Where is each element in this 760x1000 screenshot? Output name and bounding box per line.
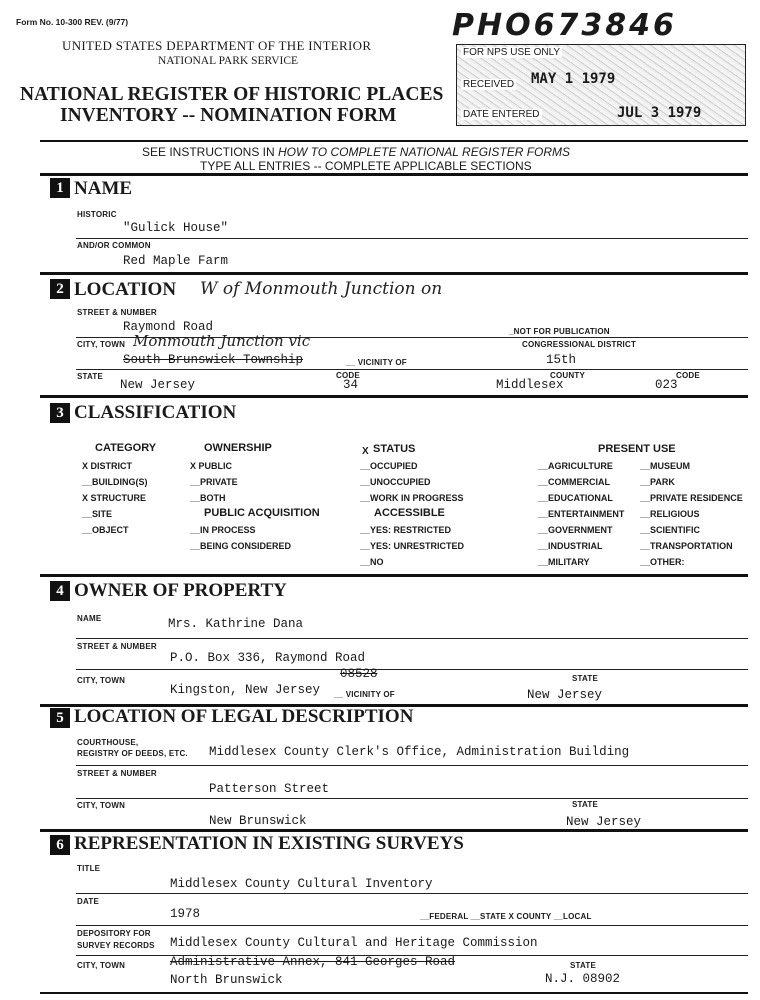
received-label: RECEIVED	[463, 79, 515, 90]
rule	[76, 765, 748, 766]
section-title-name: NAME	[74, 178, 133, 199]
not-for-publication: _NOT FOR PUBLICATION	[509, 327, 610, 336]
location-city: South Brunswick Township	[123, 353, 304, 367]
depository-state: N.J. 08902	[545, 972, 621, 986]
category-district: X DISTRICT	[82, 461, 133, 471]
section-divider	[40, 173, 748, 176]
legal-street-label: STREET & NUMBER	[77, 769, 157, 778]
accessible-restricted: __YES: RESTRICTED	[360, 525, 452, 535]
section-divider	[40, 574, 748, 577]
rule	[76, 669, 748, 670]
status-mark: X	[362, 446, 369, 457]
courthouse-label: COURTHOUSE,	[77, 738, 139, 747]
state-code-label: CODE	[336, 371, 360, 380]
category-object: __OBJECT	[82, 525, 129, 535]
status-occupied: __OCCUPIED	[360, 461, 418, 471]
survey-title-label: TITLE	[77, 864, 101, 873]
public-acquisition-heading: PUBLIC ACQUISITION	[204, 507, 320, 519]
section-divider	[40, 272, 748, 275]
section-title-surveys: REPRESENTATION IN EXISTING SURVEYS	[74, 833, 464, 854]
category-site: __SITE	[82, 509, 113, 519]
use-entertainment: __ENTERTAINMENT	[538, 509, 625, 519]
owner-zip: 08528	[340, 667, 378, 681]
rule	[76, 369, 748, 370]
rule	[76, 638, 748, 639]
service-name: NATIONAL PARK SERVICE	[158, 55, 299, 67]
section-title-location: LOCATION	[74, 279, 177, 300]
section-title-legal-description: LOCATION OF LEGAL DESCRIPTION	[74, 706, 414, 727]
section-number-4: 4	[50, 581, 70, 601]
owner-name-label: NAME	[77, 614, 102, 623]
date-entered-label: DATE ENTERED	[463, 109, 540, 120]
depository-label: DEPOSITORY FOR	[77, 929, 151, 938]
owner-name: Mrs. Kathrine Dana	[168, 617, 304, 631]
depository-address-struck: Administrative Annex, 841 Georges Road	[170, 955, 456, 969]
depository-city: North Brunswick	[170, 973, 283, 987]
rule	[76, 925, 748, 926]
section-number-5: 5	[50, 708, 70, 728]
legal-state-label: STATE	[572, 800, 599, 809]
date-entered-stamp: JUL 3 1979	[617, 105, 702, 121]
county-label: COUNTY	[550, 371, 585, 380]
form-title-line1: NATIONAL REGISTER OF HISTORIC PLACES	[20, 84, 444, 105]
historic-name: "Gulick House"	[123, 221, 229, 235]
category-heading: CATEGORY	[95, 442, 157, 454]
nps-use-box	[456, 44, 746, 126]
historic-label: HISTORIC	[77, 210, 117, 219]
city-label: CITY, TOWN	[77, 340, 126, 349]
use-agriculture: __AGRICULTURE	[538, 461, 613, 471]
use-religious: __RELIGIOUS	[640, 509, 700, 519]
location-state: New Jersey	[120, 378, 196, 392]
legal-state: New Jersey	[566, 815, 642, 829]
owner-street-label: STREET & NUMBER	[77, 642, 157, 651]
county-code-label: CODE	[676, 371, 700, 380]
category-buildings: __BUILDING(S)	[82, 477, 148, 487]
accessible-unrestricted: __YES: UNRESTRICTED	[360, 541, 465, 551]
ownership-private: __PRIVATE	[190, 477, 238, 487]
use-commercial: __COMMERCIAL	[538, 477, 611, 487]
ownership-both: __BOTH	[190, 493, 226, 503]
courthouse: Middlesex County Clerk's Office, Administration Building	[209, 745, 630, 759]
location-street: Raymond Road	[123, 320, 214, 334]
use-government: __GOVERNMENT	[538, 525, 613, 535]
form-number: Form No. 10-300 REV. (9/77)	[16, 17, 129, 27]
section-number-6: 6	[50, 835, 70, 855]
rule	[76, 893, 748, 894]
vicinity-of: __ VICINITY OF	[346, 358, 407, 367]
legal-street: Patterson Street	[209, 782, 330, 796]
accessible-no: __NO	[360, 557, 384, 567]
use-scientific: __SCIENTIFIC	[640, 525, 701, 535]
use-park: __PARK	[640, 477, 675, 487]
received-stamp: MAY 1 1979	[531, 71, 616, 87]
legal-city-label: CITY, TOWN	[77, 801, 126, 810]
form-title-line2: INVENTORY -- NOMINATION FORM	[60, 105, 397, 126]
use-industrial: __INDUSTRIAL	[538, 541, 603, 551]
instructions-line1: SEE INSTRUCTIONS IN HOW TO COMPLETE NATIONAL REGISTER FORMS	[142, 145, 571, 159]
ownership-heading: OWNERSHIP	[204, 442, 272, 454]
handwritten-location-note: W of Monmouth Junction on	[200, 279, 443, 299]
congressional-district: 15th	[546, 353, 577, 367]
depository-city-label: CITY, TOWN	[77, 961, 126, 970]
section-divider	[40, 395, 748, 398]
acquisition-being-considered: __BEING CONSIDERED	[190, 541, 292, 551]
survey-levels: __FEDERAL __STATE X COUNTY __LOCAL	[420, 912, 592, 921]
legal-city: New Brunswick	[209, 814, 307, 828]
survey-date-label: DATE	[77, 897, 99, 906]
owner-vicinity: __ VICINITY OF	[334, 690, 395, 699]
category-structure: X STRUCTURE	[82, 493, 147, 503]
section-number-2: 2	[50, 279, 70, 299]
owner-state: New Jersey	[527, 688, 603, 702]
use-military: __MILITARY	[538, 557, 590, 567]
status-heading: STATUS	[373, 443, 416, 455]
county-code: 023	[655, 378, 678, 392]
handwritten-city: Monmouth Junction vic	[133, 332, 311, 350]
section-number-1: 1	[50, 178, 70, 198]
ownership-public: X PUBLIC	[190, 461, 233, 471]
registry-label: REGISTRY OF DEEDS, ETC.	[77, 749, 188, 758]
rule	[76, 238, 748, 239]
use-educational: __EDUCATIONAL	[538, 493, 613, 503]
section-divider	[40, 829, 748, 832]
depository: Middlesex County Cultural and Heritage Commission	[170, 936, 538, 950]
use-private-residence: __PRIVATE RESIDENCE	[640, 493, 743, 503]
use-other: __OTHER:	[640, 557, 685, 567]
owner-street: P.O. Box 336, Raymond Road	[170, 651, 366, 665]
rule	[76, 798, 748, 799]
state-label: STATE	[77, 372, 104, 381]
depository-state-label: STATE	[570, 961, 597, 970]
section-title-owner: OWNER OF PROPERTY	[74, 580, 287, 601]
owner-city: Kingston, New Jersey	[170, 683, 321, 697]
instructions-line2: TYPE ALL ENTRIES -- COMPLETE APPLICABLE SECTIONS	[200, 159, 532, 173]
use-transportation: __TRANSPORTATION	[640, 541, 733, 551]
present-use-heading: PRESENT USE	[598, 443, 676, 455]
congressional-district-label: CONGRESSIONAL DISTRICT	[522, 340, 637, 349]
survey-records-label: SURVEY RECORDS	[77, 941, 155, 950]
common-name-label: AND/OR COMMON	[77, 241, 151, 250]
use-museum: __MUSEUM	[640, 461, 691, 471]
department-name: UNITED STATES DEPARTMENT OF THE INTERIOR	[62, 38, 372, 53]
status-work-in-progress: __WORK IN PROGRESS	[360, 493, 464, 503]
common-name: Red Maple Farm	[123, 254, 229, 268]
survey-date: 1978	[170, 907, 201, 921]
acquisition-in-process: __IN PROCESS	[190, 525, 256, 535]
status-unoccupied: __UNOCCUPIED	[360, 477, 431, 487]
owner-city-label: CITY, TOWN	[77, 676, 126, 685]
handwritten-record-id: PHO673846	[452, 8, 677, 43]
county: Middlesex	[496, 378, 564, 392]
accessible-heading: ACCESSIBLE	[374, 507, 445, 519]
header-rule	[40, 140, 748, 142]
section-divider	[40, 992, 748, 994]
owner-state-label: STATE	[572, 674, 599, 683]
survey-title: Middlesex County Cultural Inventory	[170, 877, 433, 891]
section-title-classification: CLASSIFICATION	[74, 402, 237, 423]
state-code: 34	[343, 378, 359, 392]
nps-use-label: FOR NPS USE ONLY	[463, 47, 561, 58]
section-number-3: 3	[50, 403, 70, 423]
street-label: STREET & NUMBER	[77, 308, 157, 317]
